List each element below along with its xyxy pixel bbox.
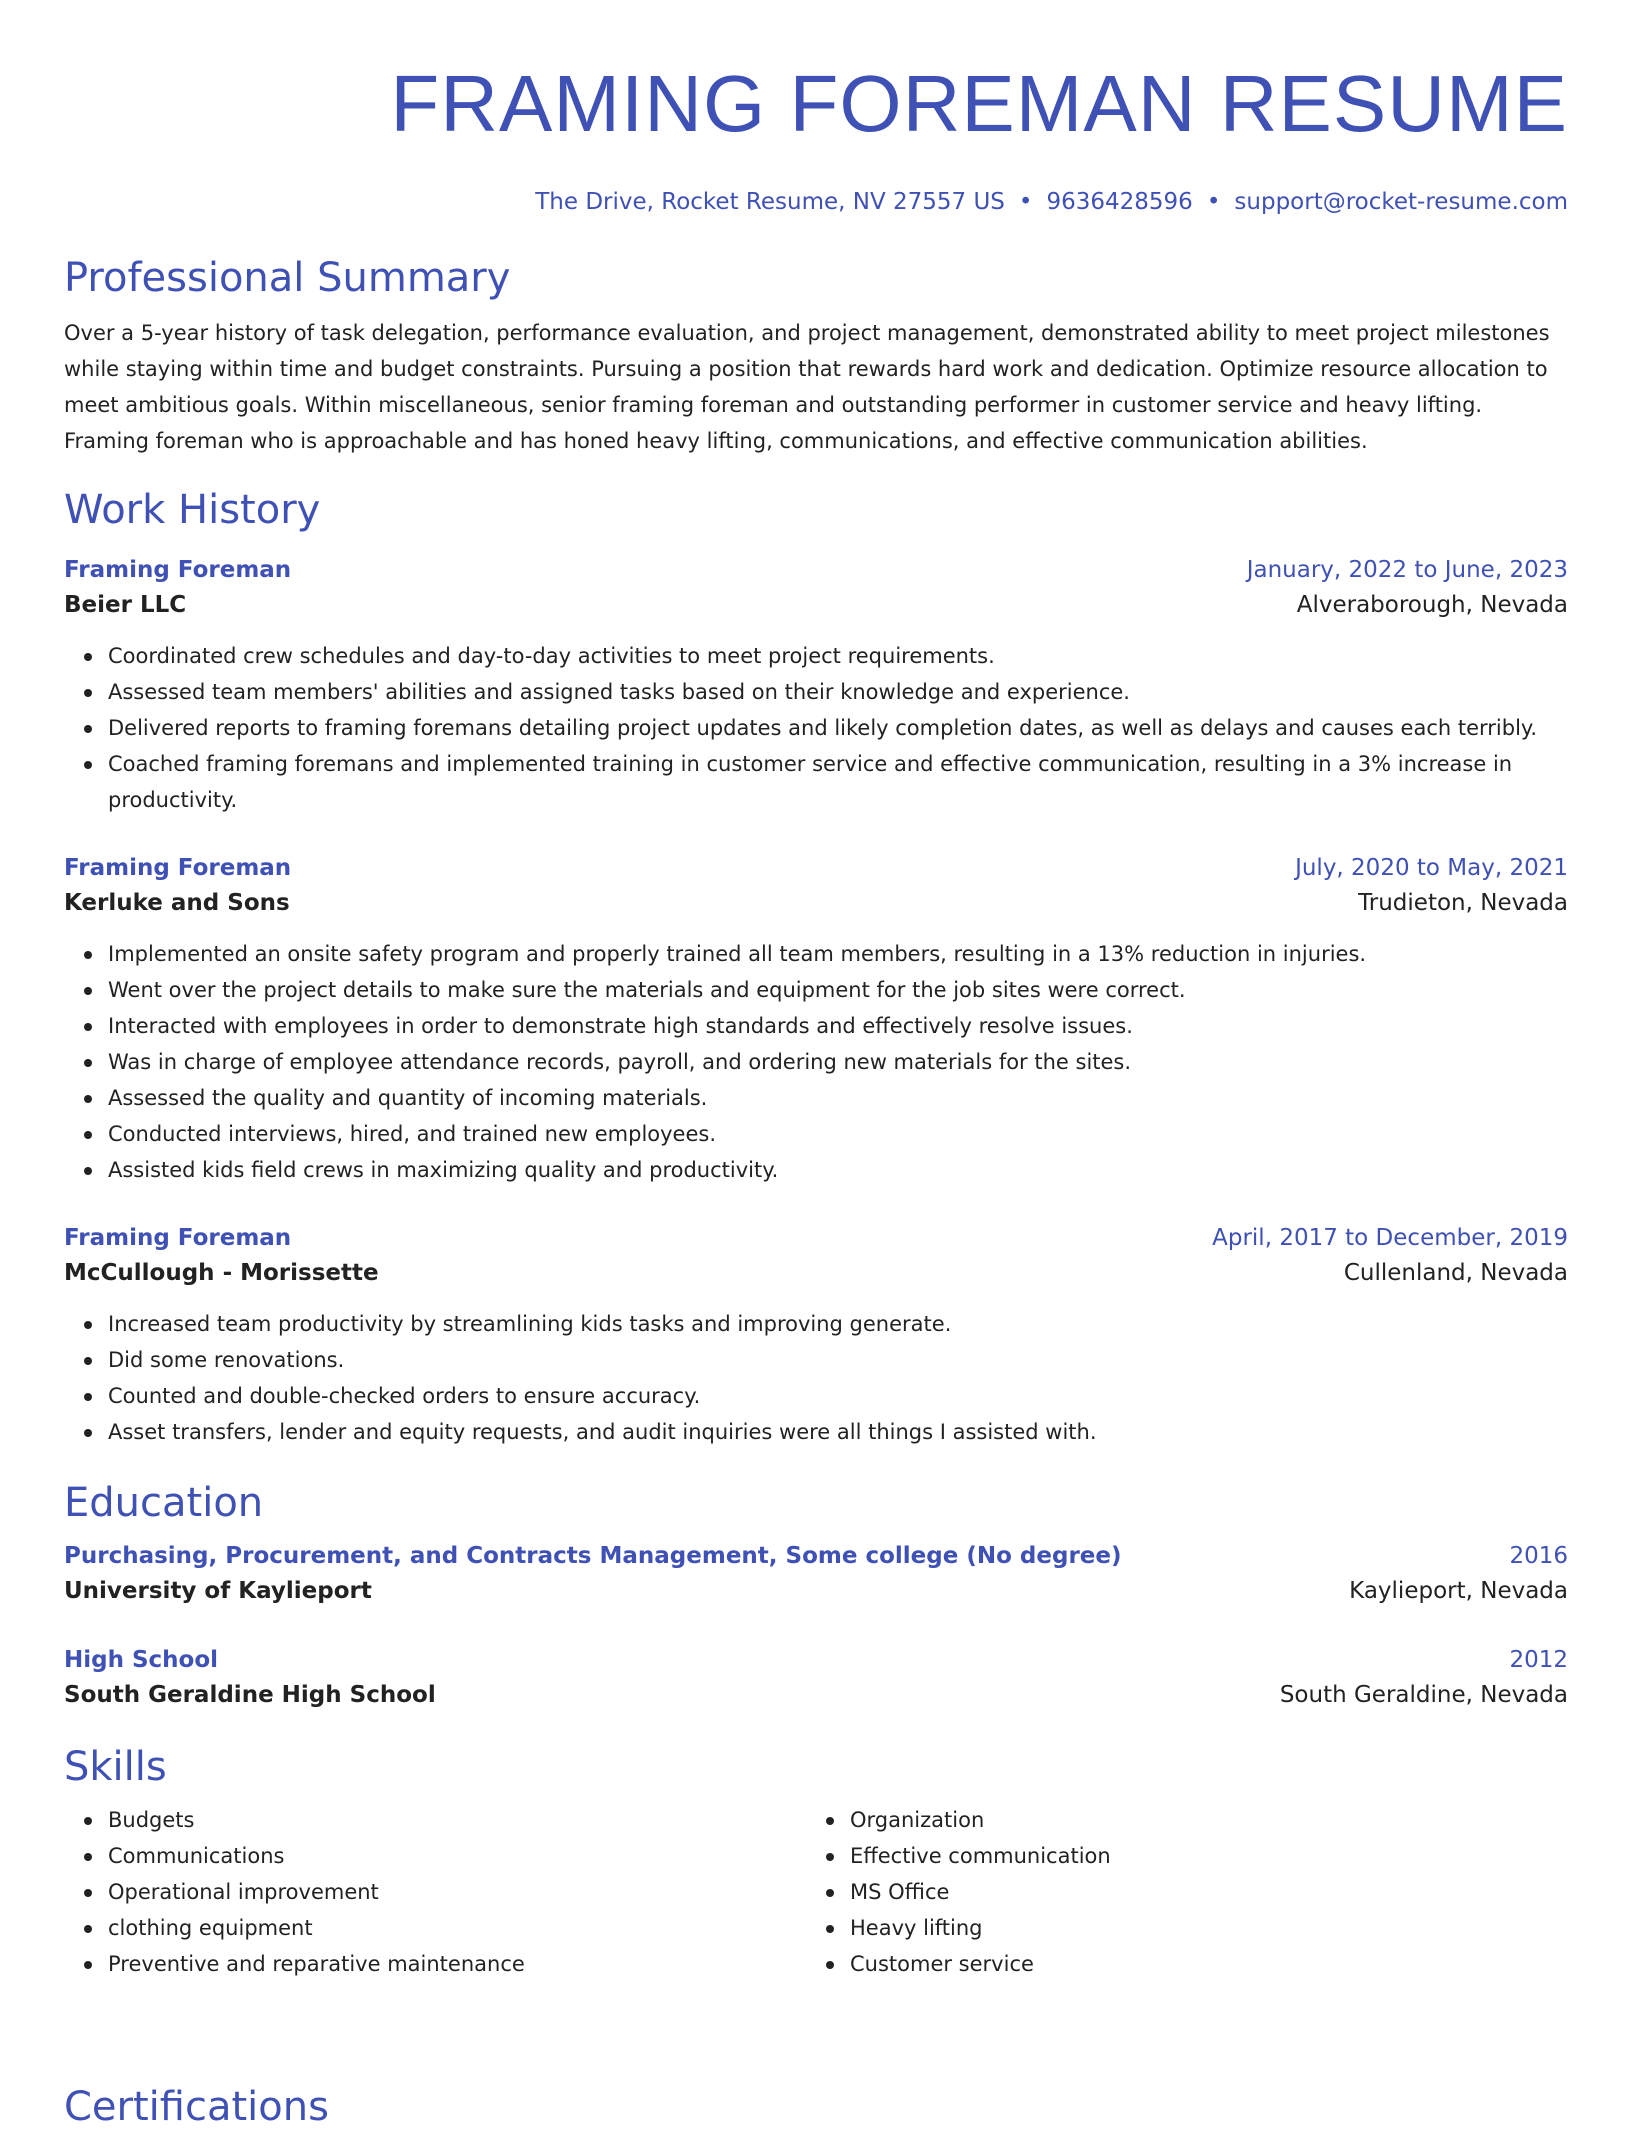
job-entry — [64, 852, 1568, 1188]
skill-item: Organization — [850, 1802, 1111, 1838]
skill-item: Customer service — [850, 1946, 1111, 1982]
professional-summary-section — [64, 253, 1568, 459]
skill-item: MS Office — [850, 1874, 1111, 1910]
education-degree: High School — [64, 1647, 219, 1673]
section-title-work: Work History — [64, 487, 321, 533]
job-bullets — [64, 638, 1568, 818]
job-role: Framing Foreman — [64, 1225, 292, 1251]
job-company: Beier LLC — [64, 592, 187, 618]
education-location: Kaylieport, Nevada — [1349, 1578, 1568, 1604]
job-entry — [64, 1222, 1568, 1450]
job-bullet: Assessed the quality and quantity of incoming materials. — [108, 1080, 1568, 1116]
summary-paragraph: Over a 5-year history of task delegation, performance evaluation, and project management, demonstrated ability to meet project milestones while staying within time and budget constraints. Pursuing a position that rewards hard work and dedication. Optimize resource allocation to meet ambitious goals. Within miscellaneous, senior framing foreman and outstanding performer in customer service and heavy lifting. Framing foreman who is approachable and has honed heavy lifting, communications, and effective communication abilities. — [64, 321, 1550, 453]
contact-line — [64, 188, 1568, 216]
education-degree: Purchasing, Procurement, and Contracts Management, Some college (No degree) — [64, 1543, 1122, 1569]
skills-column-left — [64, 1802, 806, 1982]
job-bullets — [64, 936, 1568, 1188]
skills-section — [64, 1742, 1568, 1982]
job-entry — [64, 554, 1568, 818]
education-entry — [64, 1540, 1568, 1610]
job-dates: July, 2020 to May, 2021 — [1295, 855, 1568, 881]
skill-item: clothing equipment — [108, 1910, 806, 1946]
skill-item: Operational improvement — [108, 1874, 806, 1910]
resume-title: FRAMING FOREMAN RESUME — [390, 59, 1568, 148]
education-year: 2016 — [1509, 1543, 1568, 1569]
job-bullet: Coached framing foremans and implemented training in customer service and effective communication, resulting in a 3% increase in productivity. — [108, 746, 1568, 818]
education-location: South Geraldine, Nevada — [1279, 1682, 1568, 1708]
job-bullet: Assisted kids field crews in maximizing quality and productivity. — [108, 1152, 1568, 1188]
job-bullet: Increased team productivity by streamlining kids tasks and improving generate. — [108, 1306, 1568, 1342]
education-section — [64, 1478, 1568, 1714]
job-bullet: Delivered reports to framing foremans detailing project updates and likely completion dates, as well as delays and causes each terribly. — [108, 710, 1568, 746]
skill-item: Preventive and reparative maintenance — [108, 1946, 806, 1982]
job-company: McCullough - Morissette — [64, 1260, 379, 1286]
skill-item: Heavy lifting — [850, 1910, 1111, 1946]
contact-email: support@rocket-resume.com — [1234, 189, 1568, 215]
job-location: Cullenland, Nevada — [1343, 1260, 1568, 1286]
job-bullet: Implemented an onsite safety program and properly trained all team members, resulting in a 13% reduction in injuries. — [108, 936, 1568, 972]
job-bullet: Conducted interviews, hired, and trained new employees. — [108, 1116, 1568, 1152]
skills-grid — [64, 1802, 1568, 1982]
education-school: South Geraldine High School — [64, 1682, 436, 1708]
job-dates: April, 2017 to December, 2019 — [1212, 1225, 1568, 1251]
job-bullet: Assessed team members' abilities and assigned tasks based on their knowledge and experience. — [108, 674, 1568, 710]
section-title-education: Education — [64, 1480, 264, 1526]
job-bullet: Interacted with employees in order to demonstrate high standards and effectively resolve issues. — [108, 1008, 1568, 1044]
contact-phone: 9636428596 — [1046, 189, 1193, 215]
education-school: University of Kaylieport — [64, 1578, 372, 1604]
job-dates: January, 2022 to June, 2023 — [1246, 557, 1568, 583]
job-location: Trudieton, Nevada — [1358, 890, 1568, 916]
resume-page — [64, 0, 1568, 1982]
skill-item: Communications — [108, 1838, 806, 1874]
section-title-next-partial: Certifications — [64, 2084, 329, 2130]
education-year: 2012 — [1509, 1647, 1568, 1673]
job-bullets — [64, 1306, 1568, 1450]
job-bullet: Was in charge of employee attendance records, payroll, and ordering new materials for the sites. — [108, 1044, 1568, 1080]
work-history-section — [64, 485, 1568, 1450]
education-entry — [64, 1644, 1568, 1714]
contact-separator: • — [1018, 189, 1033, 215]
section-title-summary: Professional Summary — [64, 255, 511, 301]
skills-column-right — [806, 1802, 1111, 1982]
section-title-skills: Skills — [64, 1744, 167, 1790]
job-bullet: Counted and double-checked orders to ensure accuracy. — [108, 1378, 1568, 1414]
job-location: Alveraborough, Nevada — [1296, 592, 1568, 618]
job-company: Kerluke and Sons — [64, 890, 290, 916]
job-bullet: Did some renovations. — [108, 1342, 1568, 1378]
skill-item: Budgets — [108, 1802, 806, 1838]
job-bullet: Coordinated crew schedules and day-to-day activities to meet project requirements. — [108, 638, 1568, 674]
contact-address: The Drive, Rocket Resume, NV 27557 US — [535, 189, 1005, 215]
job-role: Framing Foreman — [64, 557, 292, 583]
job-role: Framing Foreman — [64, 855, 292, 881]
skill-item: Effective communication — [850, 1838, 1111, 1874]
job-bullet: Went over the project details to make sure the materials and equipment for the job sites were correct. — [108, 972, 1568, 1008]
job-bullet: Asset transfers, lender and equity requests, and audit inquiries were all things I assisted with. — [108, 1414, 1568, 1450]
contact-separator: • — [1206, 189, 1221, 215]
